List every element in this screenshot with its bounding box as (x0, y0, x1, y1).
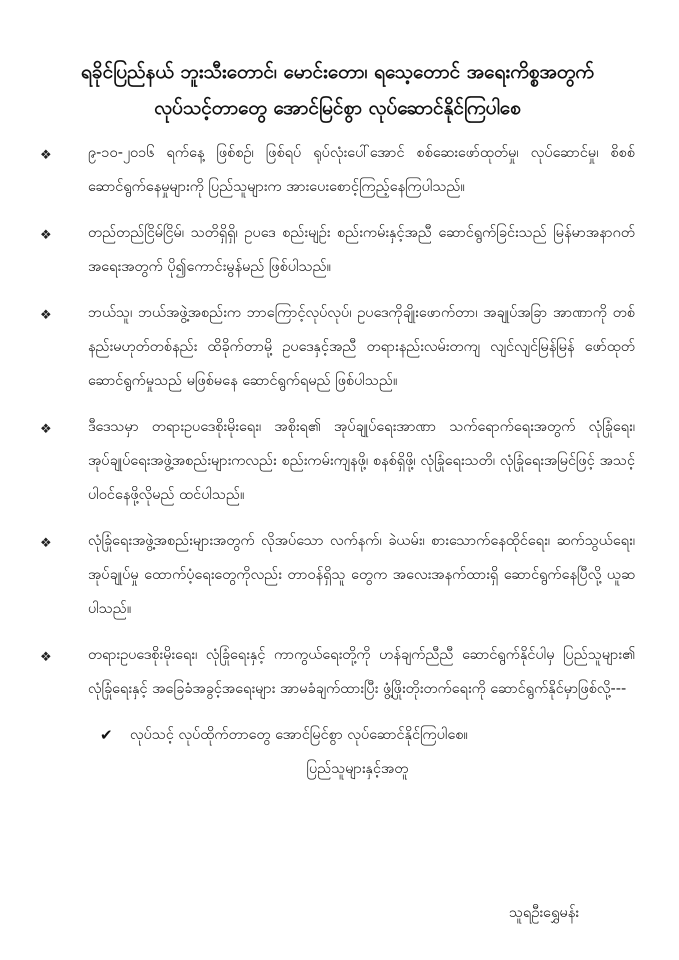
diamond-bullet-icon: ❖ (40, 536, 52, 551)
list-item-text: ဒီဒေသမှာ တရားဥပဒေစိုးမိုးရေး၊ အစိုးရ၏ အုပ်ချုပ်ရေးအာဏာ သက်ရောက်ရေးအတွက် လုံခြုံရေး၊ အုပ်ချုပ်ရေးအဖွဲ့အစည်းများကလည်း စည်းကမ်းကျနဖို့၊ စနစ်ရှိဖို့၊ လုံခြုံရေးသတိ၊ လုံခြုံရေးအမြင်ဖြင့် အသင့်ပါဝင်နေဖို့လိုမည် ထင်ပါသည်။ (88, 419, 635, 503)
diamond-bullet-icon: ❖ (40, 228, 52, 243)
list-item-text: တည်တည်ငြိမ်ငြိမ်၊ သတိရှိရှိ၊ ဥပဒေ စည်းမျဉ်း စည်းကမ်းနှင့်အညီ ဆောင်ရွက်ခြင်းသည် မြန်မာအနာဂတ်အရေးအတွက် ပို၍ကောင်းမွန်မည် ဖြစ်ပါသည်။ (88, 225, 635, 275)
list-item-text: ဘယ်သူ၊ ဘယ်အဖွဲ့အစည်းက ဘာကြောင့်လုပ်လုပ်၊ ဥပဒေကိုချိုးဖောက်တာ၊ အချုပ်အခြာ အာဏာကို တစ်နည်းမဟုတ်တစ်နည်း ထိခိုက်တာမို့ ဥပဒေနှင့်အညီ တရားနည်းလမ်းတကျ လျင်လျင်မြန်မြန် ဖော်ထုတ်ဆောင်ရွက်မှုသည် မဖြစ်မနေ ဆောင်ရွက်ရမည် ဖြစ်ပါသည်။ (88, 305, 635, 389)
checkmark-icon: ✔ (100, 726, 113, 744)
list-item (40, 638, 635, 706)
diamond-bullet-icon: ❖ (40, 308, 52, 323)
list-item (40, 410, 635, 512)
list-item (40, 524, 635, 626)
signature-name: သူရဦးရွှေမန်း (508, 905, 579, 921)
title-line-1: ရခိုင်ပြည်နယ် ဘူးသီးတောင်၊ မောင်းတော၊ ရသေ့တောင် အရေးကိစ္စအတွက် (80, 61, 595, 83)
list-item (40, 216, 635, 284)
document-title (40, 54, 635, 126)
diamond-bullet-icon: ❖ (40, 148, 52, 163)
sub-item-text: လုပ်သင့် လုပ်ထိုက်တာတွေ အောင်မြင်စွာ လုပ်ဆောင်နိုင်ကြပါစေ။ (130, 727, 468, 743)
list-item (40, 296, 635, 398)
diamond-bullet-icon: ❖ (40, 650, 52, 665)
list-item-text: တရားဥပဒေစိုးမိုးရေး၊ လုံခြုံရေးနှင့် ကာကွယ်ရေးတို့ကို ဟန်ချက်ညီညီ ဆောင်ရွက်နိုင်ပါမှ ပြည်သူများ၏ လုံခြုံရေးနှင့် အခြေခံအခွင့်အရေးများ အာမခံချက်ထားပြီး ဖွံ့ဖြိုးတိုးတက်ရေးကို ဆောင်ရွက်နိုင်မှာဖြစ်လို့--- (88, 647, 635, 697)
title-line-2: လုပ်သင့်တာတွေ အောင်မြင်စွာ လုပ်ဆောင်နိုင်ကြပါစေ (154, 97, 521, 119)
list-item-text: လုံခြုံရေးအဖွဲ့အစည်းများအတွက် လိုအပ်သော လက်နက်၊ ခဲယမ်း၊ စားသောက်နေထိုင်ရေး၊ ဆက်သွယ်ရေး၊ အုပ်ချုပ်မှု ထောက်ပံ့ရေးတွေကိုလည်း တာဝန်ရှိသူ တွေက အလေးအနက်ထားရှိ ဆောင်ရွက်နေပြီလို့ ယူဆပါသည်။ (88, 533, 635, 617)
closing-line: ပြည်သူများနှင့်အတူ (306, 761, 409, 777)
list-item (40, 136, 635, 204)
list-item-text: ၉-၁၀-၂၀၁၆ ရက်နေ့ ဖြစ်စဉ်၊ ဖြစ်ရပ် ရုပ်လုံးပေါ်အောင် စစ်ဆေးဖော်ထုတ်မှု၊ လုပ်ဆောင်မှု၊ စိစစ်ဆောင်ရွက်နေမှုများကို ပြည်သူများက အားပေးစောင့်ကြည့်နေကြပါသည်။ (88, 145, 635, 195)
checked-sub-item (100, 718, 635, 752)
diamond-bullet-icon: ❖ (40, 422, 52, 437)
bullet-list (40, 136, 635, 752)
